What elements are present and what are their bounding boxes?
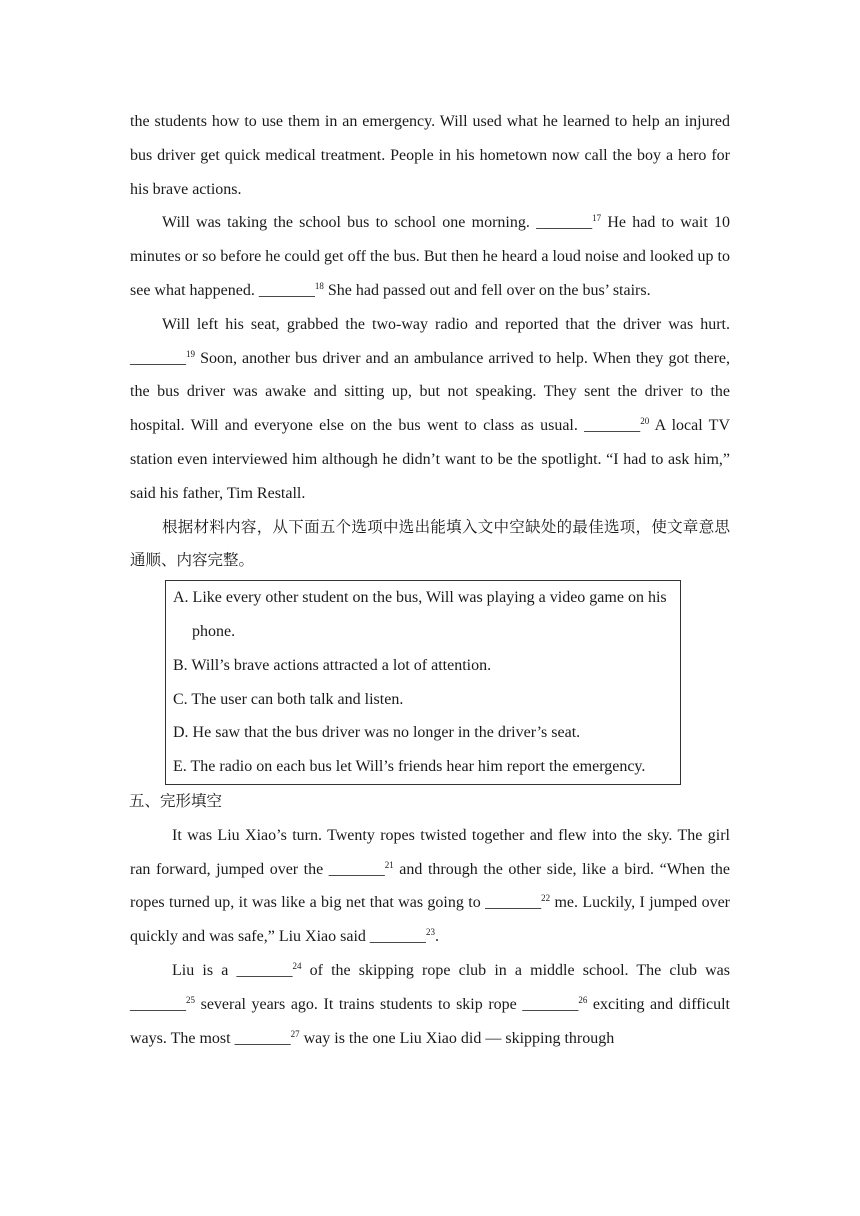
blank-number-19: 19 bbox=[186, 348, 195, 359]
option-c: C. The user can both talk and listen. bbox=[173, 690, 404, 708]
option-d: D. He saw that the bus driver was no longer in the driver’s seat. bbox=[173, 724, 581, 742]
paragraph-text: Soon, another bus driver and an ambulance arrived to help. When they got there, the bus driver was awake and sitting up, but not speaking. They sent the driver to the hospital. Will and everyone else on the bus went to class as usual. _______ bbox=[130, 349, 730, 435]
paragraph-text: A local TV station even interviewed him although he didn’t want to be the spotlight. “I had to ask him,” said his father, Tim Restall. bbox=[130, 417, 731, 502]
option-a: A. Like every other student on the bus, Will was playing a video game on his phone. bbox=[173, 589, 667, 640]
paragraph-text: several years ago. It trains students to skip rope _______ bbox=[195, 995, 579, 1013]
blank-number-26: 26 bbox=[578, 994, 588, 1005]
paragraph-text: exciting and difficult ways. The most _______ bbox=[130, 995, 730, 1047]
passage-paragraph-3 bbox=[130, 308, 730, 511]
blank-number-24: 24 bbox=[292, 960, 302, 971]
blank-number-17: 17 bbox=[592, 213, 602, 224]
blank-number-23: 23 bbox=[425, 927, 435, 938]
paragraph-text: Will was taking the school bus to school one morning. _______ bbox=[162, 214, 593, 232]
blank-number-27: 27 bbox=[290, 1028, 300, 1039]
paragraph-text: Will left his seat, grabbed the two-way radio and reported that the driver was hurt. _______ bbox=[130, 315, 730, 367]
paragraph-text: and through the other side, like a bird. “When the ropes turned up, it was like a big net that was going to _______ bbox=[130, 860, 730, 912]
instruction-text: 根据材料内容，从下面五个选项中选出能填入文中空缺处的最佳选项，使文章意思通顺、内容完整。 bbox=[130, 517, 730, 570]
blank-number-25: 25 bbox=[186, 994, 195, 1005]
paragraph-text: way is the one Liu Xiao did — skipping through bbox=[299, 1029, 615, 1047]
paragraph-text: of the skipping rope club in a middle school. The club was _______ bbox=[130, 961, 730, 1013]
passage-paragraph-1: the students how to use them in an emergency. Will used what he learned to help an injured bus driver get quick medical treatment. People in his hometown now call the boy a hero for his brave actions. bbox=[130, 113, 730, 198]
passage-paragraph-2 bbox=[130, 206, 730, 307]
option-b: B. Will’s brave actions attracted a lot of attention. bbox=[173, 656, 492, 674]
paragraph-text: me. Luckily, I jumped over quickly and was safe,” Liu Xiao said _______ bbox=[130, 894, 730, 946]
cloze-paragraph-1 bbox=[130, 819, 730, 954]
cloze-paragraph-2 bbox=[130, 954, 730, 1055]
blank-number-18: 18 bbox=[314, 280, 324, 291]
paragraph-text: Liu is a _______ bbox=[172, 961, 293, 979]
options-box bbox=[165, 580, 681, 785]
blank-number-20: 20 bbox=[640, 416, 650, 427]
section-heading: 五、完形填空 bbox=[129, 791, 223, 810]
paragraph-text: She had passed out and fell over on the bus’ stairs. bbox=[323, 281, 651, 299]
option-e: E. The radio on each bus let Will’s friends hear him report the emergency. bbox=[173, 758, 646, 776]
paragraph-text: He had to wait 10 minutes or so before he could get off the bus. But then he heard a loud noise and looked up to see what happened. _______ bbox=[130, 214, 731, 299]
blank-number-22: 22 bbox=[541, 893, 551, 904]
document-page bbox=[130, 105, 730, 1055]
blank-number-21: 21 bbox=[384, 859, 394, 870]
paragraph-text: . bbox=[434, 928, 439, 946]
paragraph-text: It was Liu Xiao’s turn. Twenty ropes twisted together and flew into the sky. The girl ran forward, jumped over the _______ bbox=[130, 826, 730, 878]
